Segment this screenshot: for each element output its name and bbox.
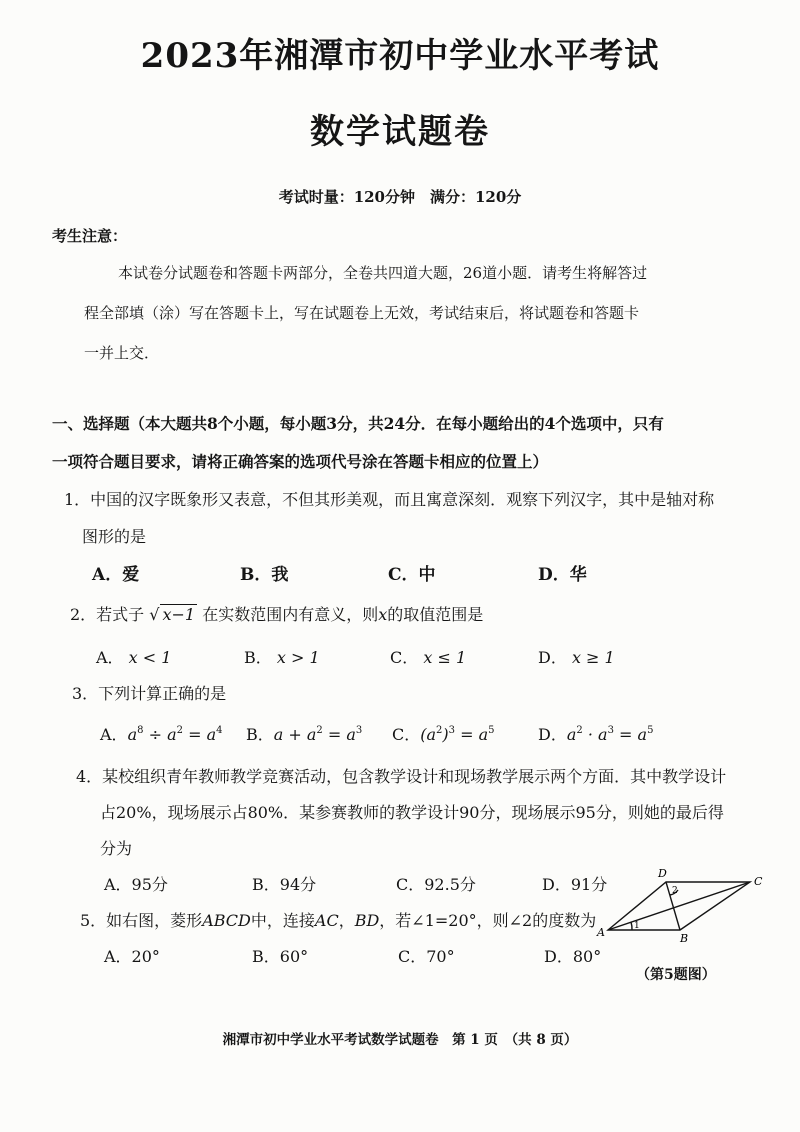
question-5-option-b: B．60° bbox=[252, 947, 309, 966]
label-a: A bbox=[597, 926, 605, 939]
question-2-var: x bbox=[378, 605, 388, 624]
question-4-line-1: 4．某校组织青年教师教学竞赛活动，包含教学设计和现场教学展示两个方面．其中教学设计 bbox=[76, 767, 727, 786]
notice-line-3: 一并上交． bbox=[84, 344, 160, 362]
question-4-line-2: 占20%，现场展示占80%．某参赛教师的教学设计90分，现场展示95分，则她的最后得 bbox=[100, 803, 724, 822]
sqrt-symbol: √ bbox=[149, 605, 160, 624]
question-2-option-a: A． x < 1 bbox=[96, 648, 172, 667]
label-d: D bbox=[658, 867, 667, 880]
question-1-option-d: D．华 bbox=[538, 565, 587, 585]
diagonal-ac bbox=[608, 882, 750, 930]
question-3-stem: 3．下列计算正确的是 bbox=[72, 684, 227, 703]
question-2-radicand: x−1 bbox=[162, 605, 196, 624]
notice-heading: 考生注意： bbox=[52, 227, 128, 245]
label-c: C bbox=[754, 875, 763, 888]
question-1-option-a: A．爱 bbox=[92, 565, 140, 585]
question-2-suffix: 的取值范围是 bbox=[387, 605, 484, 624]
section-heading-line-1: 一、选择题（本大题共8个小题，每小题3分，共24分．在每小题给出的4个选项中，只有 bbox=[52, 414, 664, 433]
notice-line-2: 程全部填（涂）写在答题卡上，写在试题卷上无效，考试结束后，将试题卷和答题卡 bbox=[84, 304, 640, 322]
question-3-option-d: D．$a^2 \cdot a^3 = a^5$ bbox=[538, 725, 654, 744]
question-2-stem bbox=[70, 602, 483, 625]
section-heading-line-2: 一项符合题目要求，请将正确答案的选项代号涂在答题卡相应的位置上） bbox=[52, 452, 549, 471]
question-3-option-c: C．$(a^2)^3 = a^5$ bbox=[392, 725, 495, 744]
question-5-option-a: A．20° bbox=[104, 947, 160, 966]
question-4-option-b: B．94分 bbox=[252, 875, 317, 894]
figure-caption: （第5题图） bbox=[636, 967, 716, 983]
question-1-line-2: 图形的是 bbox=[82, 527, 147, 546]
label-angle-1: 1 bbox=[634, 921, 640, 931]
question-5-option-c: C．70° bbox=[398, 947, 455, 966]
label-angle-2: 2 bbox=[672, 886, 678, 896]
question-4-line-3: 分为 bbox=[100, 839, 133, 858]
exam-title: 2023年湘潭市初中学业水平考试 bbox=[140, 36, 660, 76]
question-4-option-c: C．92.5分 bbox=[396, 875, 476, 894]
question-2-option-b: B． x > 1 bbox=[244, 648, 320, 667]
notice-line-1: 本试卷分试题卷和答题卡两部分，全卷共四道大题，26道小题．请考生将解答过 bbox=[118, 264, 648, 282]
exam-subtitle: 数学试题卷 bbox=[310, 112, 490, 152]
question-3-option-a: A．$a^8 \div a^2 = a^4$ bbox=[100, 725, 223, 744]
question-1-line-1: 1．中国的汉字既象形又表意，不但其形美观，而且寓意深刻．观察下列汉字，其中是轴对称 bbox=[64, 490, 715, 509]
question-5-option-d: D．80° bbox=[544, 947, 602, 966]
question-4-option-d: D．91分 bbox=[542, 875, 608, 894]
exam-info: 考试时量：120分钟 满分：120分 bbox=[278, 188, 522, 206]
question-2-option-c: C． x ≤ 1 bbox=[390, 648, 467, 667]
question-1-option-b: B．我 bbox=[240, 565, 289, 585]
question-4-option-a: A．95分 bbox=[104, 875, 168, 894]
question-5-stem: 5．如右图，菱形ABCD中，连接AC，BD，若∠1=20°，则∠2的度数为 bbox=[80, 911, 597, 930]
angle-1-arc bbox=[631, 922, 632, 930]
label-b: B bbox=[680, 932, 689, 942]
question-2-option-d: D． x ≥ 1 bbox=[538, 648, 615, 667]
page-footer: 湘潭市初中学业水平考试数学试题卷 第 1 页 （共 8 页） bbox=[222, 1032, 578, 1048]
question-2-prefix: 2．若式子 bbox=[70, 605, 145, 624]
question-3-option-b: B．$a + a^2 = a^3$ bbox=[246, 725, 363, 744]
question-2-middle: 在实数范围内有意义，则 bbox=[202, 605, 379, 624]
question-1-option-c: C．中 bbox=[388, 565, 436, 585]
rhombus-figure bbox=[594, 862, 774, 942]
